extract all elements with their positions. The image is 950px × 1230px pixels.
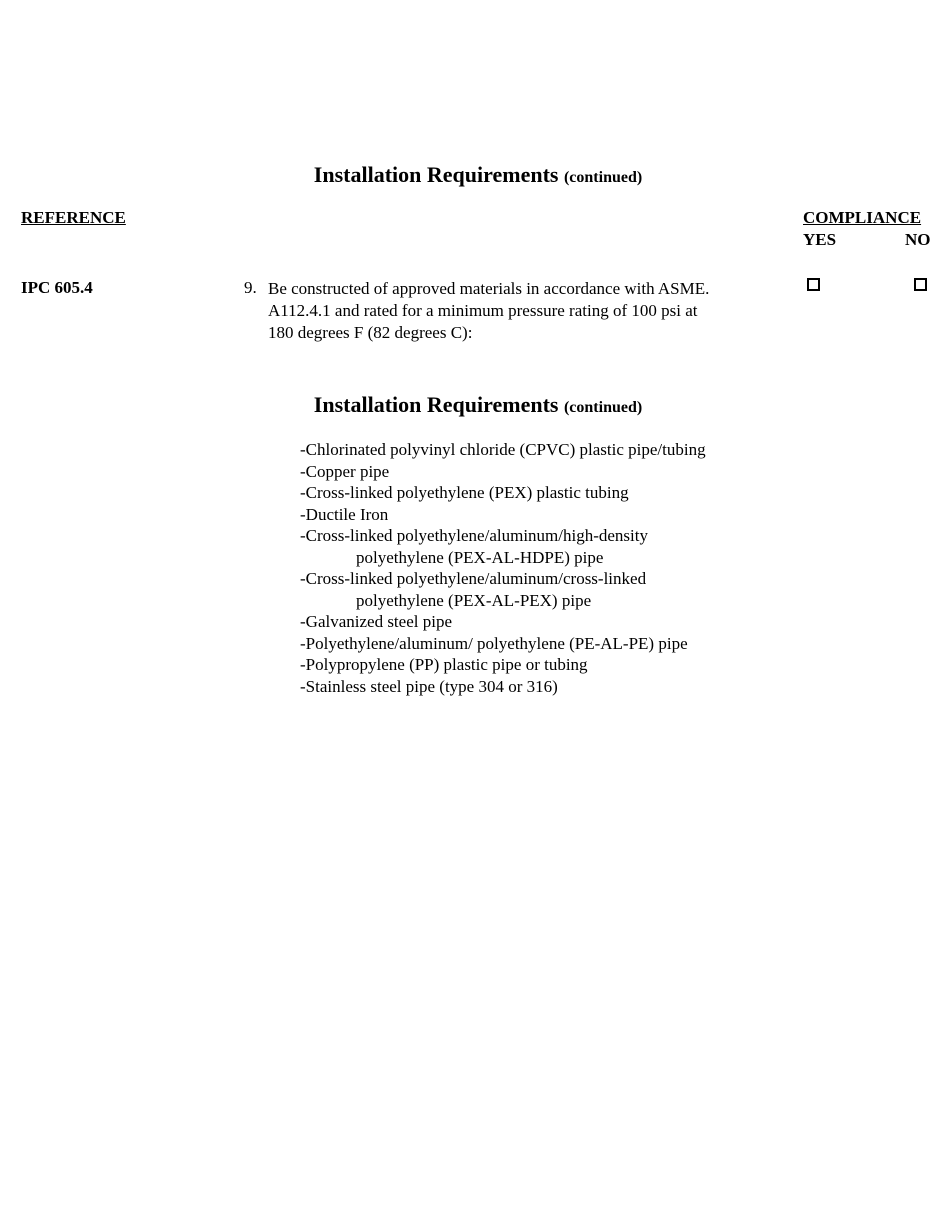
requirement-line: 180 degrees F (82 degrees C): <box>268 323 473 342</box>
compliance-column-header: COMPLIANCE <box>803 208 922 227</box>
no-column-header: NO <box>905 230 931 249</box>
list-item: -Ductile Iron <box>300 504 389 524</box>
list-item-continuation: polyethylene (PEX-AL-HDPE) pipe <box>356 547 604 567</box>
list-item: -Cross-linked polyethylene (PEX) plastic tubing <box>300 483 629 502</box>
list-item: -Polyethylene/aluminum/ polyethylene (PE-AL-PE) pipe <box>300 633 688 653</box>
requirement-number: 9. <box>244 278 257 297</box>
list-item: -Galvanized steel pipe <box>300 612 452 631</box>
compliance-yes-checkbox[interactable] <box>807 278 820 291</box>
list-item: -Cross-linked polyethylene/aluminum/cross-linked <box>300 569 647 588</box>
section-title <box>0 392 950 418</box>
requirement-text <box>268 278 709 344</box>
section-title-text: Installation Requirements <box>313 392 559 417</box>
list-item: -Polypropylene (PP) plastic pipe or tubing <box>300 655 588 674</box>
yes-column-header: YES <box>803 230 837 249</box>
requirement-line: Be constructed of approved materials in accordance with ASME. <box>268 279 710 298</box>
list-item-continuation: polyethylene (PEX-AL-PEX) pipe <box>356 590 592 610</box>
list-item: -Chlorinated polyvinyl chloride (CPVC) plastic pipe/tubing <box>300 440 706 459</box>
list-item: -Copper pipe <box>300 461 390 481</box>
requirement-line: A112.4.1 and rated for a minimum pressure rating of 100 psi at <box>268 301 698 320</box>
reference-code: IPC 605.4 <box>21 278 93 297</box>
page-title-text: Installation Requirements <box>313 162 559 187</box>
list-item: -Stainless steel pipe (type 304 or 316) <box>300 676 558 696</box>
section-title-suffix: (continued) <box>563 399 643 416</box>
materials-list <box>300 439 706 697</box>
list-item: -Cross-linked polyethylene/aluminum/high-density <box>300 526 648 545</box>
page-title <box>0 162 950 188</box>
page-title-suffix: (continued) <box>563 169 643 186</box>
reference-column-header: REFERENCE <box>21 208 126 227</box>
compliance-no-checkbox[interactable] <box>914 278 927 291</box>
